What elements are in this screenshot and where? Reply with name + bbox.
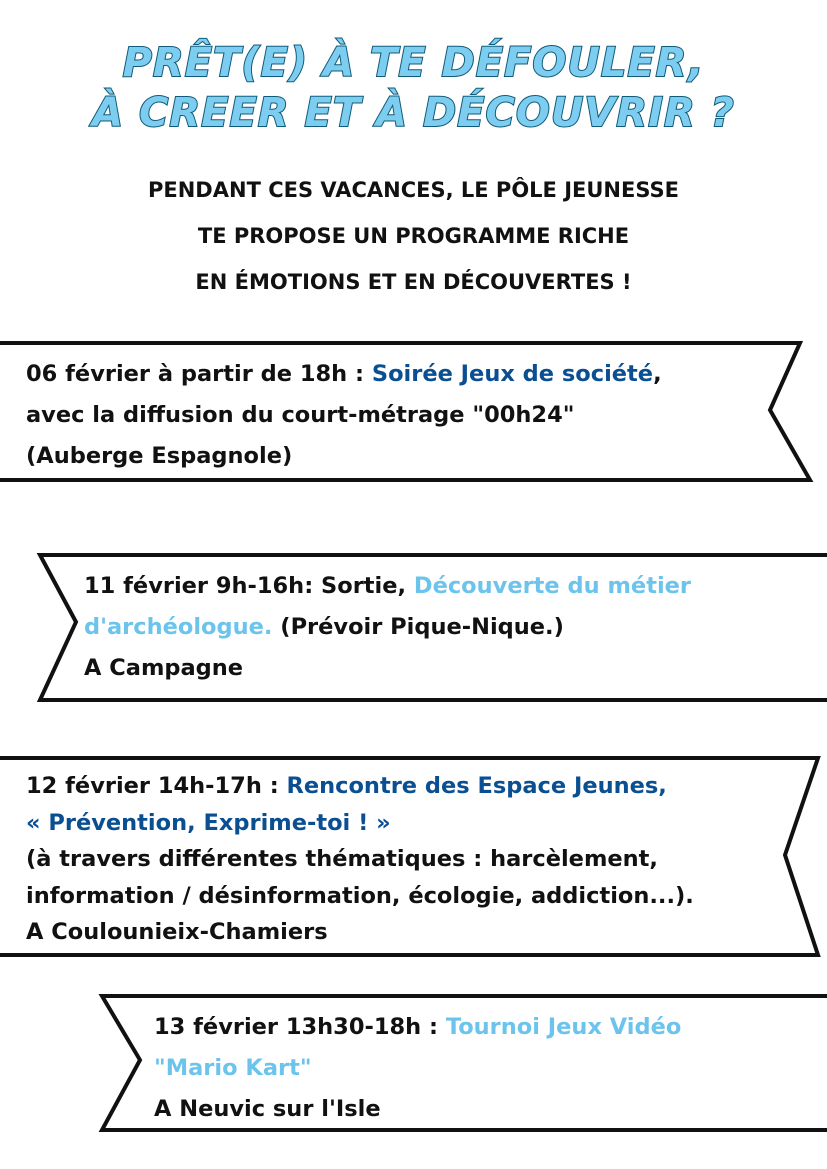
- event-title: Rencontre des Espace Jeunes,: [286, 773, 667, 799]
- event-text: avec la diffusion du court-métrage "00h24": [26, 402, 575, 428]
- event-text: information / désinformation, écologie, addiction...).: [26, 882, 694, 909]
- title-line-2: À CREER ET À DÉCOUVRIR ?: [92, 90, 735, 136]
- event-title: Soirée Jeux de société: [371, 361, 654, 387]
- event-3: [26, 768, 694, 951]
- event-2: [84, 566, 691, 689]
- event-title: Découverte du métier: [413, 573, 692, 599]
- event-1: [26, 354, 662, 477]
- event-title: « Prévention, Exprime-toi ! »: [26, 809, 391, 836]
- event-location: A Campagne: [84, 655, 244, 681]
- event-4: [154, 1007, 681, 1130]
- subtitle-line-1: PENDANT CES VACANCES, LE PÔLE JEUNESSE: [148, 178, 679, 202]
- event-title: d'archéologue.: [84, 614, 273, 640]
- subtitle-line-3: EN ÉMOTIONS ET EN DÉCOUVERTES !: [195, 270, 632, 294]
- title-line-1: PRÊT(E) À TE DÉFOULER,: [122, 40, 705, 86]
- event-date: 13 février 13h30-18h :: [154, 1014, 446, 1040]
- event-date: 11 février 9h-16h: Sortie,: [84, 573, 414, 599]
- event-title: "Mario Kart": [154, 1055, 312, 1081]
- event-text: (Prévoir Pique-Nique.): [272, 614, 564, 640]
- event-location: A Coulounieix-Chamiers: [26, 919, 328, 945]
- event-text: ,: [653, 361, 662, 387]
- event-text: (à travers différentes thématiques : harcèlement,: [26, 846, 658, 872]
- event-title: Tournoi Jeux Vidéo: [445, 1014, 682, 1040]
- event-location: A Neuvic sur l'Isle: [154, 1096, 381, 1122]
- event-location: (Auberge Espagnole): [26, 443, 293, 469]
- subtitle-line-2: TE PROPOSE UN PROGRAMME RICHE: [197, 224, 630, 248]
- event-date: 06 février à partir de 18h :: [26, 361, 372, 387]
- event-date: 12 février 14h-17h :: [26, 773, 287, 799]
